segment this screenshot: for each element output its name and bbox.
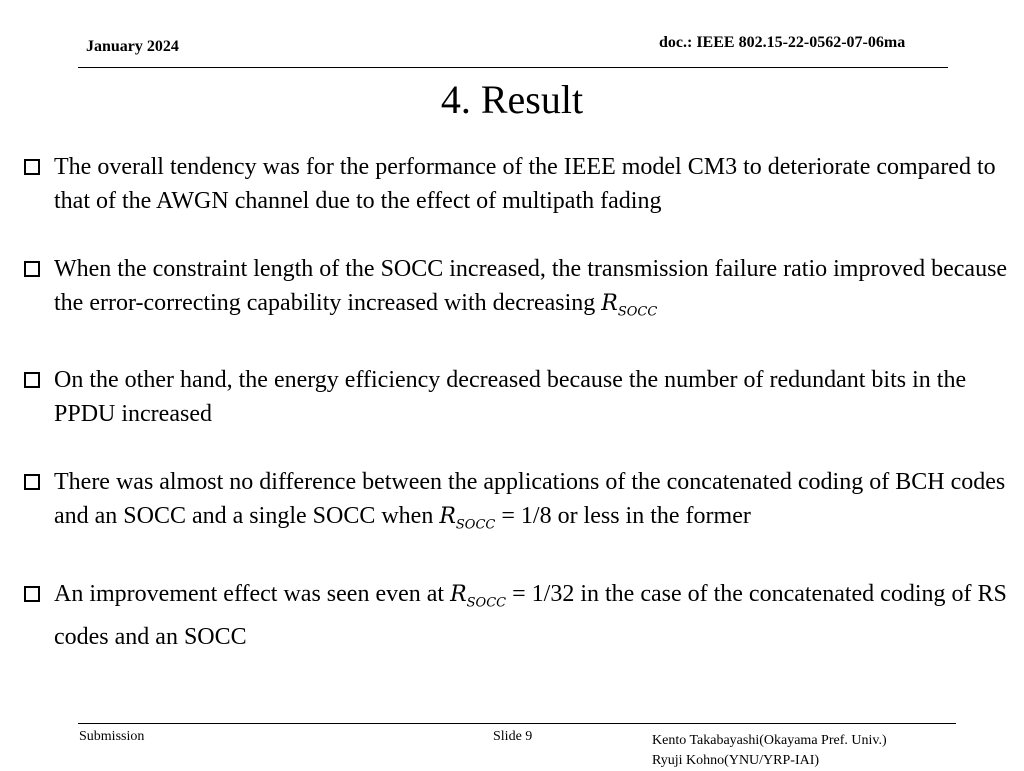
math-base: R <box>439 504 456 530</box>
bullet-item <box>22 363 1012 431</box>
bullet-list <box>22 150 1012 688</box>
bullet-item <box>22 465 1012 542</box>
footer-author-1: Kento Takabayashi(Okayama Pref. Univ.) <box>652 733 887 748</box>
bullet-text: An improvement effect was seen even at <box>54 580 451 607</box>
bullet-text-after: = 1/32 in the case of the concatenated coding of RS codes and an SOCC <box>54 580 1007 651</box>
footer-divider <box>78 723 956 724</box>
footer-author-2: Ryuji Kohno(YNU/YRP-IAI) <box>652 753 820 768</box>
slide-title: 4. Result <box>440 77 584 122</box>
footer-slide-number: Slide 9 <box>493 729 533 744</box>
square-bullet-icon <box>24 372 40 388</box>
math-r-socc <box>450 581 507 611</box>
bullet-item <box>22 150 1012 218</box>
header-doc-id: doc.: IEEE 802.15-22-0562-07-06ma <box>659 34 906 51</box>
math-base: R <box>450 581 467 607</box>
header-date: January 2024 <box>86 38 179 55</box>
bullet-text-after: = 1/8 or less in the former <box>495 503 751 530</box>
header-divider <box>78 67 948 68</box>
square-bullet-icon <box>24 261 40 277</box>
math-r-socc <box>439 504 496 533</box>
bullet-item <box>22 252 1012 329</box>
square-bullet-icon <box>24 159 40 175</box>
square-bullet-icon <box>24 474 40 490</box>
bullet-item <box>22 577 1012 654</box>
bullet-text: When the constraint length of the SOCC increased, the transmission failure ratio improved because the error-correcting capability increased with decreasing <box>54 256 1008 316</box>
math-subscript: SOCC <box>455 517 496 533</box>
bullet-text: There was almost no difference between the applications of the concatenated coding of BCH codes and an SOCC and a single SOCC when <box>54 469 1006 530</box>
math-subscript: SOCC <box>466 595 507 611</box>
footer-authors <box>652 731 887 771</box>
bullet-text: The overall tendency was for the performance of the IEEE model CM3 to deteriorate compared to that of the AWGN channel due to the effect of multipath fading <box>54 154 996 214</box>
bullet-text: On the other hand, the energy efficiency decreased because the number of redundant bits in the PPDU increased <box>54 367 967 428</box>
square-bullet-icon <box>24 586 40 602</box>
math-base: R <box>601 291 618 316</box>
math-subscript: SOCC <box>617 304 658 320</box>
footer-submission: Submission <box>79 729 145 744</box>
math-r-socc <box>601 291 658 320</box>
